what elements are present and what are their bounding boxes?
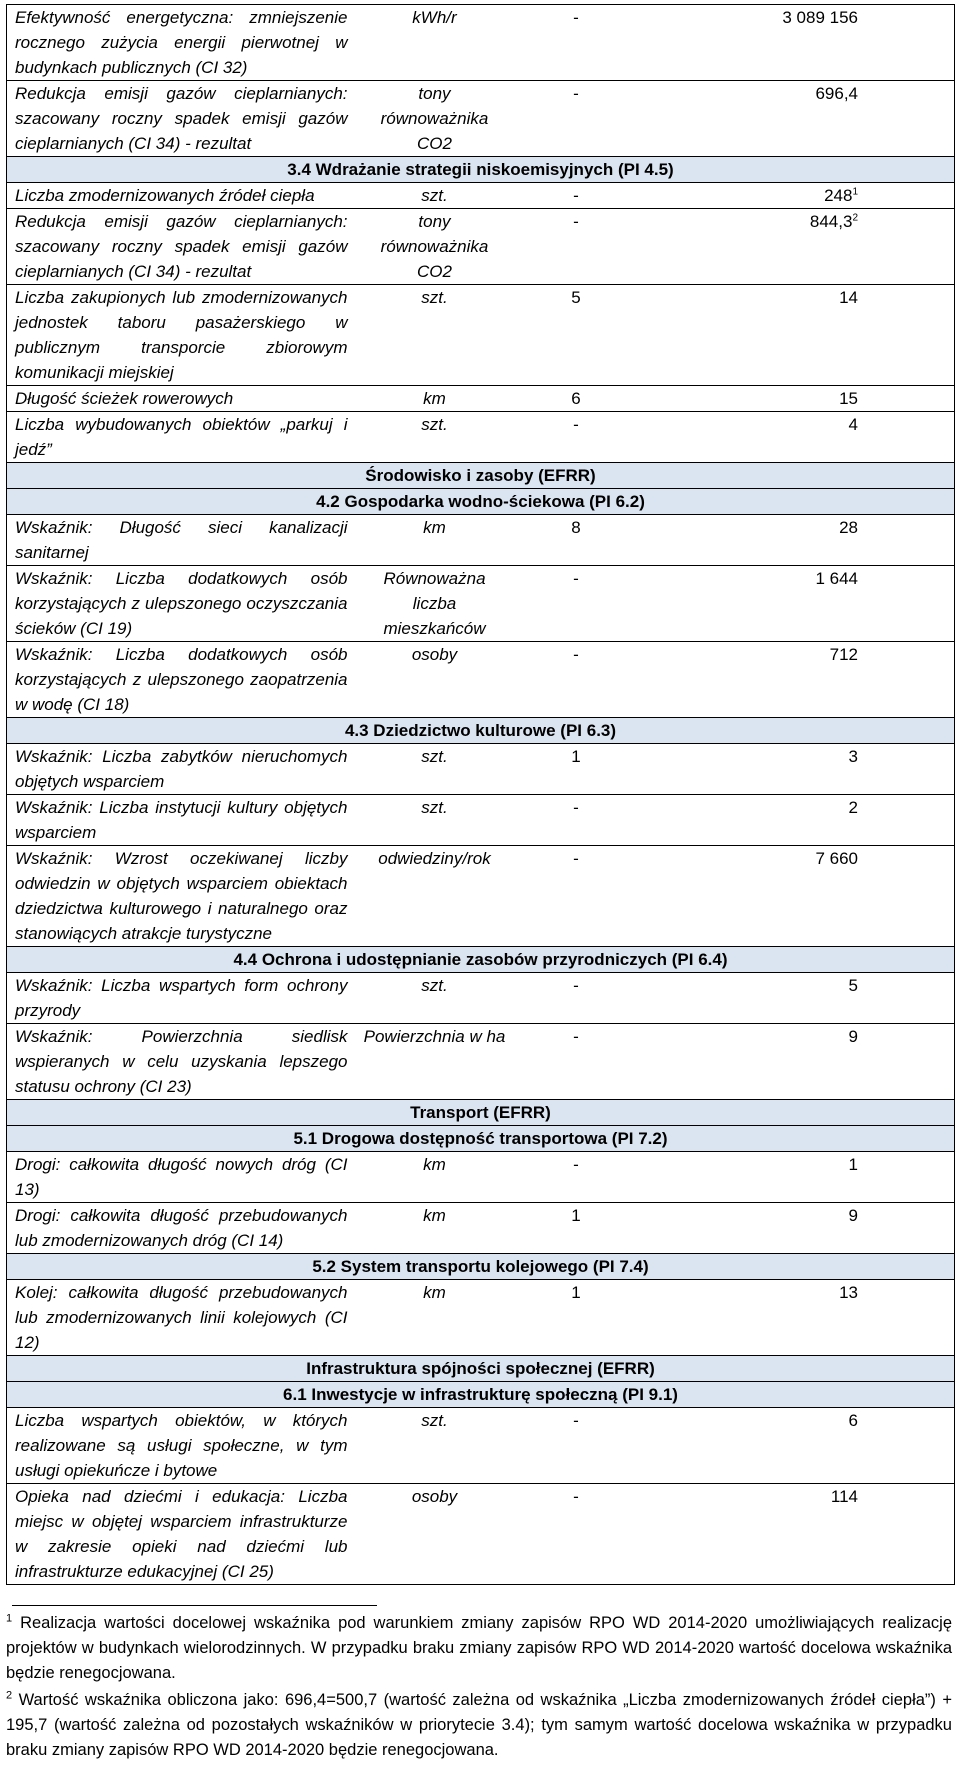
indicator-base-value-text: 1 bbox=[571, 747, 581, 766]
indicator-base-value bbox=[514, 515, 639, 566]
section-header-row bbox=[7, 463, 955, 489]
indicator-name-text: Drogi: całkowita długość nowych dróg (CI 13) bbox=[15, 1155, 348, 1199]
indicator-unit bbox=[356, 846, 514, 947]
indicator-target-value bbox=[639, 1280, 955, 1356]
indicator-unit bbox=[356, 5, 514, 81]
indicator-base-value-text: 5 bbox=[571, 288, 581, 307]
indicator-base-value-text: 1 bbox=[571, 1283, 581, 1302]
indicator-row bbox=[7, 1408, 955, 1484]
indicator-name-text: Kolej: całkowita długość przebudowanych lub zmodernizowanych linii kolejowych (CI 12) bbox=[15, 1283, 348, 1352]
indicator-name bbox=[7, 846, 356, 947]
indicator-row bbox=[7, 642, 955, 718]
footnote-text: Realizacja wartości docelowej wskaźnika pod warunkiem zmiany zapisów RPO WD 2014-2020 umożliwiających realizację projektów w budynkach wielorodzinnych. W przypadku braku zmiany zapisów RPO WD 2014-2020 wartość docelowa wskaźnika będzie renegocjowana. bbox=[6, 1614, 952, 1682]
indicator-unit bbox=[356, 1024, 514, 1100]
indicator-name-text: Wskaźnik: Liczba dodatkowych osób korzystających z ulepszonego zaopatrzenia w wodę (CI 18) bbox=[15, 645, 348, 714]
indicator-row bbox=[7, 1152, 955, 1203]
footnote-text: Wartość wskaźnika obliczona jako: 696,4=500,7 (wartość zależna od wskaźnika „Liczba zmodernizowanych źródeł ciepła”) + 195,7 (wartość zależna od pozostałych wskaźników w priorytecie 3.4); tym samym wartość docelowa wskaźnika w przypadku braku zmiany zapisów RPO WD 2014-2020 będzie renegocjowana. bbox=[6, 1691, 952, 1759]
indicator-name bbox=[7, 209, 356, 285]
indicator-row bbox=[7, 1280, 955, 1356]
section-title: Infrastruktura spójności społecznej (EFRR) bbox=[7, 1356, 955, 1382]
indicator-name-text: Liczba zakupionych lub zmodernizowanych jednostek taboru pasażerskiego w publicznym transporcie zbiorowym komunikacji miejskiej bbox=[15, 288, 348, 382]
indicator-target-value-text: 1 644 bbox=[815, 569, 858, 588]
indicator-name-text: Redukcja emisji gazów cieplarnianych: szacowany roczny spadek emisji gazów cieplarnianych (CI 34) - rezultat bbox=[15, 84, 348, 153]
indicator-unit bbox=[356, 566, 514, 642]
indicator-target-value bbox=[639, 515, 955, 566]
indicator-base-value bbox=[514, 1203, 639, 1254]
indicator-name-text: Liczba wybudowanych obiektów „parkuj i jedź” bbox=[15, 415, 348, 459]
indicator-row bbox=[7, 566, 955, 642]
indicator-name-text: Liczba wspartych obiektów, w których realizowane są usługi społeczne, w tym usługi opiekuńcze i bytowe bbox=[15, 1411, 348, 1480]
indicator-row bbox=[7, 1203, 955, 1254]
indicator-base-value-text: - bbox=[573, 212, 579, 231]
indicator-name bbox=[7, 1203, 356, 1254]
indicator-target-value bbox=[639, 1484, 955, 1585]
indicator-target-value bbox=[639, 642, 955, 718]
section-header-row bbox=[7, 947, 955, 973]
section-header-row bbox=[7, 1100, 955, 1126]
indicator-base-value-text: - bbox=[573, 84, 579, 103]
indicator-row bbox=[7, 846, 955, 947]
indicator-name bbox=[7, 5, 356, 81]
indicator-unit bbox=[356, 795, 514, 846]
indicator-target-value-text: 14 bbox=[839, 288, 858, 307]
indicator-name bbox=[7, 566, 356, 642]
indicator-name-text: Liczba zmodernizowanych źródeł ciepła bbox=[15, 186, 315, 205]
section-title: 4.2 Gospodarka wodno-ściekowa (PI 6.2) bbox=[7, 489, 955, 515]
indicator-unit bbox=[356, 744, 514, 795]
section-title: Transport (EFRR) bbox=[7, 1100, 955, 1126]
section-title: 4.3 Dziedzictwo kulturowe (PI 6.3) bbox=[7, 718, 955, 744]
indicator-target-value bbox=[639, 566, 955, 642]
indicator-unit-text: km bbox=[423, 518, 446, 537]
indicator-target-value-text: 9 bbox=[848, 1206, 858, 1225]
indicator-base-value-text: - bbox=[573, 849, 579, 868]
indicator-base-value bbox=[514, 795, 639, 846]
indicator-target-value bbox=[639, 412, 955, 463]
indicator-target-value-text: 3 bbox=[848, 747, 858, 766]
indicator-base-value bbox=[514, 566, 639, 642]
indicator-unit-text: km bbox=[423, 1206, 446, 1225]
indicator-row bbox=[7, 285, 955, 386]
indicator-unit bbox=[356, 1408, 514, 1484]
indicator-row bbox=[7, 973, 955, 1024]
indicator-unit bbox=[356, 1484, 514, 1585]
indicator-target-value-text: 9 bbox=[848, 1027, 858, 1046]
indicator-unit-text: szt. bbox=[421, 186, 448, 205]
indicator-name-text: Opieka nad dziećmi i edukacja: Liczba miejsc w objętej wsparciem infrastrukturze w zakresie opieki nad dziećmi lub infrastrukturze edukacyjnej (CI 25) bbox=[15, 1487, 348, 1581]
indicator-name-text: Wskaźnik: Długość sieci kanalizacji sanitarnej bbox=[15, 518, 348, 562]
indicator-unit bbox=[356, 183, 514, 209]
indicator-name-text: Efektywność energetyczna: zmniejszenie rocznego zużycia energii pierwotnej w budynkach publicznych (CI 32) bbox=[15, 8, 348, 77]
indicator-row bbox=[7, 795, 955, 846]
indicator-unit-text: Powierzchnia w ha bbox=[363, 1027, 506, 1046]
indicator-unit-text: osoby bbox=[411, 645, 458, 664]
indicator-row bbox=[7, 5, 955, 81]
section-header-row bbox=[7, 1126, 955, 1152]
footnote bbox=[6, 1688, 952, 1763]
indicator-name bbox=[7, 1484, 356, 1585]
indicator-name-text: Wskaźnik: Liczba wspartych form ochrony przyrody bbox=[15, 976, 348, 1020]
section-title: 5.2 System transportu kolejowego (PI 7.4) bbox=[7, 1254, 955, 1280]
indicator-unit bbox=[356, 285, 514, 386]
indicator-unit-text: tony równoważnika CO2 bbox=[380, 212, 489, 281]
indicator-unit-text: kWh/r bbox=[412, 8, 457, 27]
indicator-base-value bbox=[514, 1024, 639, 1100]
indicator-row bbox=[7, 744, 955, 795]
indicator-unit-text: tony równoważnika CO2 bbox=[380, 84, 489, 153]
indicator-row bbox=[7, 515, 955, 566]
indicator-unit-text: szt. bbox=[421, 976, 448, 995]
indicator-name bbox=[7, 285, 356, 386]
indicator-base-value bbox=[514, 973, 639, 1024]
indicator-name bbox=[7, 642, 356, 718]
indicator-name bbox=[7, 412, 356, 463]
indicator-unit bbox=[356, 412, 514, 463]
indicator-target-value-text: 28 bbox=[839, 518, 858, 537]
indicator-name bbox=[7, 183, 356, 209]
section-header-row bbox=[7, 157, 955, 183]
indicator-base-value bbox=[514, 412, 639, 463]
indicator-name-text: Wskaźnik: Powierzchnia siedlisk wspieranych w celu uzyskania lepszego statusu ochrony (CI 23) bbox=[15, 1027, 348, 1096]
indicator-base-value-text: - bbox=[573, 8, 579, 27]
indicator-base-value-text: - bbox=[573, 1155, 579, 1174]
indicator-unit bbox=[356, 1152, 514, 1203]
indicator-base-value bbox=[514, 846, 639, 947]
indicator-base-value-text: - bbox=[573, 1027, 579, 1046]
indicator-target-value-text: 15 bbox=[839, 389, 858, 408]
indicator-base-value-text: - bbox=[573, 186, 579, 205]
indicators-table-body bbox=[7, 5, 955, 1585]
indicator-base-value bbox=[514, 5, 639, 81]
indicator-name bbox=[7, 973, 356, 1024]
section-title: 6.1 Inwestycje w infrastrukturę społeczną (PI 9.1) bbox=[7, 1382, 955, 1408]
indicator-unit-text: szt. bbox=[421, 747, 448, 766]
indicator-name bbox=[7, 386, 356, 412]
indicator-name-text: Redukcja emisji gazów cieplarnianych: szacowany roczny spadek emisji gazów cieplarnianych (CI 34) - rezultat bbox=[15, 212, 348, 281]
section-title: Środowisko i zasoby (EFRR) bbox=[7, 463, 955, 489]
indicator-target-value bbox=[639, 1203, 955, 1254]
indicator-target-value bbox=[639, 744, 955, 795]
section-title: 5.1 Drogowa dostępność transportowa (PI 7.2) bbox=[7, 1126, 955, 1152]
indicator-name-text: Wskaźnik: Wzrost oczekiwanej liczby odwiedzin w objętych wsparciem obiektach dziedzictwa kulturowego i naturalnego oraz stanowiących atrakcje turystyczne bbox=[15, 849, 348, 943]
indicator-name bbox=[7, 1408, 356, 1484]
footnote-reference[interactable]: 2 bbox=[852, 212, 858, 224]
indicator-name-text: Drogi: całkowita długość przebudowanych lub zmodernizowanych dróg (CI 14) bbox=[15, 1206, 348, 1250]
indicator-base-value-text: - bbox=[573, 645, 579, 664]
indicator-target-value bbox=[639, 386, 955, 412]
indicator-base-value-text: 6 bbox=[571, 389, 581, 408]
indicator-base-value-text: 1 bbox=[571, 1206, 581, 1225]
indicator-target-value-text: 696,4 bbox=[815, 84, 858, 103]
indicator-name-text: Wskaźnik: Liczba instytucji kultury objętych wsparciem bbox=[15, 798, 348, 842]
indicator-row bbox=[7, 1024, 955, 1100]
indicator-base-value-text: - bbox=[573, 415, 579, 434]
indicator-unit bbox=[356, 386, 514, 412]
indicator-row bbox=[7, 183, 955, 209]
indicator-base-value-text: 8 bbox=[571, 518, 581, 537]
indicator-base-value bbox=[514, 81, 639, 157]
indicator-name bbox=[7, 795, 356, 846]
indicator-base-value bbox=[514, 285, 639, 386]
indicator-row bbox=[7, 209, 955, 285]
indicator-unit-text: km bbox=[423, 389, 446, 408]
footnotes bbox=[6, 1611, 952, 1765]
indicator-name bbox=[7, 744, 356, 795]
indicator-base-value bbox=[514, 1280, 639, 1356]
indicator-unit bbox=[356, 642, 514, 718]
indicator-target-value-text: 712 bbox=[829, 645, 858, 664]
indicator-name-text: Długość ścieżek rowerowych bbox=[15, 389, 234, 408]
indicator-target-value-text: 248 bbox=[824, 186, 853, 205]
indicator-base-value-text: - bbox=[573, 976, 579, 995]
indicator-base-value-text: - bbox=[573, 798, 579, 817]
indicator-target-value bbox=[639, 1152, 955, 1203]
indicator-unit-text: odwiedziny/rok bbox=[378, 849, 491, 868]
indicator-target-value bbox=[639, 5, 955, 81]
indicator-target-value-text: 3 089 156 bbox=[782, 8, 858, 27]
section-header-row bbox=[7, 1382, 955, 1408]
indicator-base-value-text: - bbox=[573, 1487, 579, 1506]
indicator-unit bbox=[356, 81, 514, 157]
indicators-table bbox=[6, 4, 955, 1585]
indicator-target-value-text: 4 bbox=[848, 415, 858, 434]
footnote-mark: 2 bbox=[6, 1689, 13, 1702]
indicator-unit bbox=[356, 209, 514, 285]
indicator-name bbox=[7, 81, 356, 157]
indicator-name-text: Wskaźnik: Liczba dodatkowych osób korzystających z ulepszonego oczyszczania ścieków (CI 19) bbox=[15, 569, 348, 638]
document-page bbox=[6, 4, 954, 1585]
indicator-name bbox=[7, 1152, 356, 1203]
indicator-unit bbox=[356, 1203, 514, 1254]
indicator-row bbox=[7, 412, 955, 463]
indicator-name bbox=[7, 515, 356, 566]
section-header-row bbox=[7, 489, 955, 515]
section-title: 3.4 Wdrażanie strategii niskoemisyjnych (PI 4.5) bbox=[7, 157, 955, 183]
indicator-base-value bbox=[514, 1152, 639, 1203]
indicator-target-value bbox=[639, 973, 955, 1024]
indicator-target-value-text: 2 bbox=[848, 798, 858, 817]
indicator-row bbox=[7, 1484, 955, 1585]
indicator-base-value bbox=[514, 642, 639, 718]
indicator-name bbox=[7, 1280, 356, 1356]
indicator-base-value bbox=[514, 1484, 639, 1585]
indicator-target-value-text: 7 660 bbox=[815, 849, 858, 868]
section-title: 4.4 Ochrona i udostępnianie zasobów przyrodniczych (PI 6.4) bbox=[7, 947, 955, 973]
section-header-row bbox=[7, 1356, 955, 1382]
footnote-reference[interactable]: 1 bbox=[852, 186, 858, 198]
indicator-target-value bbox=[639, 795, 955, 846]
indicator-target-value bbox=[639, 846, 955, 947]
indicator-target-value-text: 114 bbox=[830, 1487, 858, 1506]
indicator-unit-text: szt. bbox=[421, 415, 448, 434]
indicator-target-value bbox=[639, 1024, 955, 1100]
section-header-row bbox=[7, 1254, 955, 1280]
footnote-mark: 1 bbox=[6, 1612, 13, 1625]
indicator-base-value bbox=[514, 1408, 639, 1484]
section-header-row bbox=[7, 718, 955, 744]
indicator-name bbox=[7, 1024, 356, 1100]
footnote-separator bbox=[12, 1605, 377, 1606]
indicator-base-value bbox=[514, 386, 639, 412]
indicator-target-value-text: 5 bbox=[848, 976, 858, 995]
indicator-unit-text: Równoważna liczba mieszkańców bbox=[383, 569, 486, 638]
indicator-target-value-text: 844,3 bbox=[809, 212, 853, 231]
indicator-unit-text: km bbox=[423, 1283, 446, 1302]
indicator-target-value bbox=[639, 81, 955, 157]
indicator-target-value bbox=[639, 285, 955, 386]
indicator-base-value-text: - bbox=[573, 569, 579, 588]
indicator-unit-text: szt. bbox=[421, 1411, 448, 1430]
indicator-row bbox=[7, 81, 955, 157]
indicator-target-value bbox=[639, 183, 955, 209]
indicator-base-value bbox=[514, 744, 639, 795]
footnote bbox=[6, 1611, 952, 1686]
indicator-unit bbox=[356, 973, 514, 1024]
indicator-row bbox=[7, 386, 955, 412]
indicator-target-value-text: 13 bbox=[839, 1283, 858, 1302]
indicator-base-value bbox=[514, 209, 639, 285]
indicator-target-value bbox=[639, 1408, 955, 1484]
indicator-base-value-text: - bbox=[573, 1411, 579, 1430]
indicator-unit-text: km bbox=[423, 1155, 446, 1174]
indicator-target-value bbox=[639, 209, 955, 285]
indicator-unit bbox=[356, 1280, 514, 1356]
indicator-name-text: Wskaźnik: Liczba zabytków nieruchomych objętych wsparciem bbox=[15, 747, 348, 791]
indicator-unit-text: szt. bbox=[421, 798, 448, 817]
indicator-unit bbox=[356, 515, 514, 566]
indicator-base-value bbox=[514, 183, 639, 209]
indicator-target-value-text: 1 bbox=[848, 1155, 858, 1174]
indicator-target-value-text: 6 bbox=[848, 1411, 858, 1430]
indicator-unit-text: osoby bbox=[411, 1487, 458, 1506]
indicator-unit-text: szt. bbox=[421, 288, 448, 307]
